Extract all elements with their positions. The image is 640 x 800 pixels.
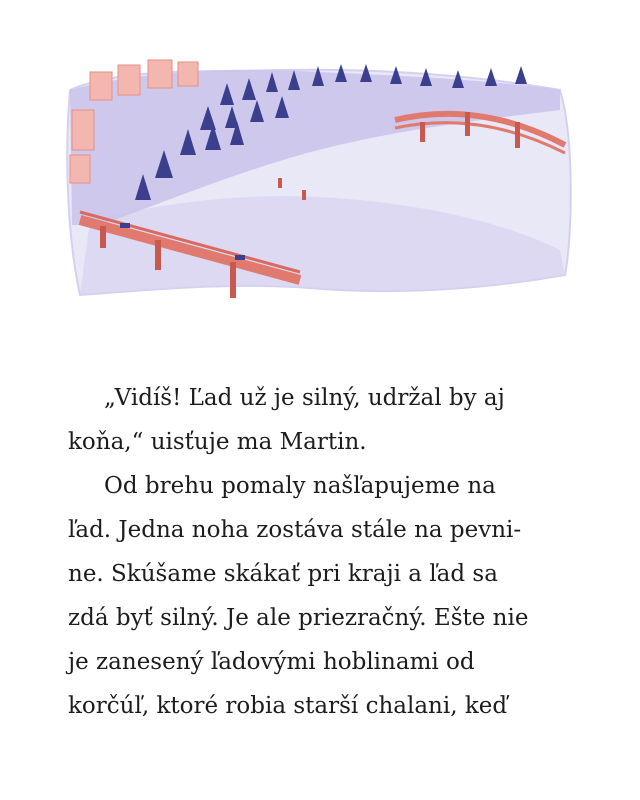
story-line: Od brehu pomaly našľapujeme na [104, 473, 496, 499]
story-line: „Vidíš! Ľad už je silný, udržal by aj [104, 385, 505, 411]
story-line: ne. Skúšame skákať pri kraji a ľad sa [68, 561, 498, 587]
river-bridges-illustration [60, 50, 580, 315]
story-line: zdá byť silný. Je ale priezračný. Ešte nie [68, 605, 529, 631]
story-text [68, 376, 588, 728]
story-line: koňa,“ uisťuje ma Martin. [68, 429, 367, 455]
story-line: je zanesený ľadovými hoblinami od [68, 649, 475, 675]
story-line: ľad. Jedna noha zostáva stále na pevni- [68, 517, 522, 543]
story-line: korčúľ, ktoré robia starší chalani, keď [68, 693, 508, 719]
